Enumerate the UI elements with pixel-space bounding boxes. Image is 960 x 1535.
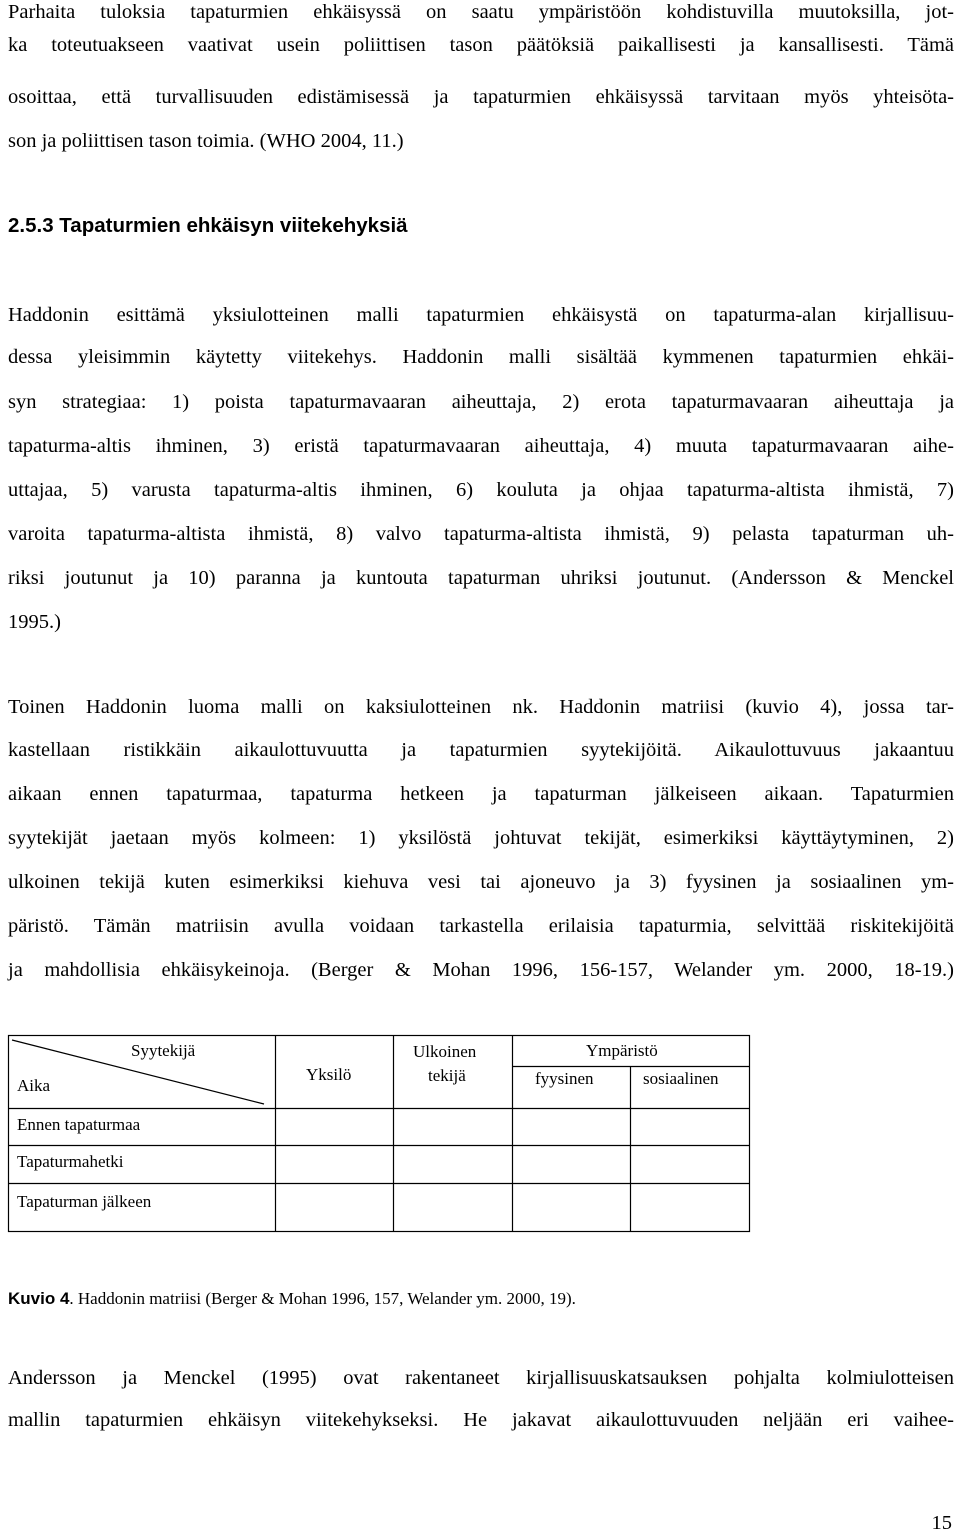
text-line: Parhaita tuloksia tapaturmien ehkäisyssä on saatu ympäristöön kohdistuvilla muutoksilla, jot-: [8, 1, 954, 23]
figure-caption: [8, 1289, 576, 1309]
text-line: Andersson ja Menckel (1995) ovat rakentaneet kirjallisuuskatsauksen pohjalta kolmiulotteisen: [8, 1367, 954, 1389]
matrix-col-external-2: tekijä: [428, 1066, 466, 1085]
text-line: son ja poliittisen tason toimia. (WHO 2004, 11.): [8, 130, 404, 152]
text-line: syn strategiaa: 1) poista tapaturmavaaran aiheuttaja, 2) erota tapaturmavaaran aiheuttaja ja: [8, 391, 954, 413]
text-line: varoita tapaturma-altista ihmistä, 8) valvo tapaturma-altista ihmistä, 9) pelasta tapaturman uh-: [8, 523, 954, 545]
text-line: 1995.): [8, 611, 61, 633]
matrix-col-environment: Ympäristö: [586, 1041, 658, 1060]
page-number: 15: [931, 1512, 952, 1534]
matrix-row-moment: Tapaturmahetki: [17, 1152, 124, 1171]
text-line: Toinen Haddonin luoma malli on kaksiulotteinen nk. Haddonin matriisi (kuvio 4), jossa tar-: [8, 696, 954, 718]
matrix-row-before: Ennen tapaturmaa: [17, 1115, 141, 1134]
text-line: riksi joutunut ja 10) paranna ja kuntouta tapaturman uhriksi joutunut. (Andersson & Menckel: [8, 567, 954, 589]
text-line: päristö. Tämän matriisin avulla voidaan tarkastella erilaisia tapaturmia, selvittää riskitekijöitä: [8, 915, 954, 937]
matrix-col-individual: Yksilö: [306, 1065, 352, 1084]
matrix-corner-cause: Syytekijä: [131, 1041, 196, 1060]
matrix-col-social: sosiaalinen: [643, 1069, 719, 1088]
text-line: tapaturma-altis ihminen, 3) eristä tapaturmavaaran aiheuttaja, 4) muuta tapaturmavaaran aihe-: [8, 435, 954, 457]
text-line: syytekijät jaetaan myös kolmeen: 1) yksilöstä johtuvat tekijät, esimerkiksi käyttäytyminen, 2): [8, 827, 954, 849]
text-line: dessa yleisimmin käytetty viitekehys. Haddonin malli sisältää kymmenen tapaturmien ehkäi-: [8, 346, 954, 368]
text-line: mallin tapaturmien ehkäisyn viitekehykseksi. He jakavat aikaulottuvuuden neljään eri vaihee-: [8, 1409, 954, 1431]
matrix-row-after: Tapaturman jälkeen: [17, 1192, 152, 1211]
matrix-col-physical: fyysinen: [535, 1069, 594, 1088]
text-line: uttajaa, 5) varusta tapaturma-altis ihminen, 6) kouluta ja ohjaa tapaturma-altista ihmistä, 7): [8, 479, 954, 501]
text-line: kastellaan ristikkäin aikaulottuvuutta ja tapaturmien syytekijöitä. Aikaulottuvuus jakaantuu: [8, 739, 954, 761]
caption-text: . Haddonin matriisi (Berger & Mohan 1996, 157, Welander ym. 2000, 19).: [69, 1289, 576, 1308]
text-line: ulkoinen tekijä kuten esimerkiksi kiehuva vesi tai ajoneuvo ja 3) fyysinen ja sosiaalinen ym-: [8, 871, 954, 893]
text-line: Haddonin esittämä yksiulotteinen malli tapaturmien ehkäisystä on tapaturma-alan kirjallisuu-: [8, 304, 954, 326]
section-heading: 2.5.3 Tapaturmien ehkäisyn viitekehyksiä: [8, 214, 408, 237]
text-line: ka toteutuakseen vaativat usein poliittisen tason päätöksiä paikallisesti ja kansallisesti. Tämä: [8, 34, 954, 56]
text-line: osoittaa, että turvallisuuden edistämisessä ja tapaturmien ehkäisyssä tarvitaan myös yhteisöta-: [8, 86, 954, 108]
text-line: ja mahdollisia ehkäisykeinoja. (Berger & Mohan 1996, 156-157, Welander ym. 2000, 18-19.): [8, 959, 954, 981]
matrix-col-external-1: Ulkoinen: [413, 1042, 477, 1061]
text-line: aikaan ennen tapaturmaa, tapaturma hetkeen ja tapaturman jälkeiseen aikaan. Tapaturmien: [8, 783, 954, 805]
matrix-corner-time: Aika: [17, 1076, 51, 1095]
caption-label: Kuvio 4: [8, 1289, 70, 1308]
